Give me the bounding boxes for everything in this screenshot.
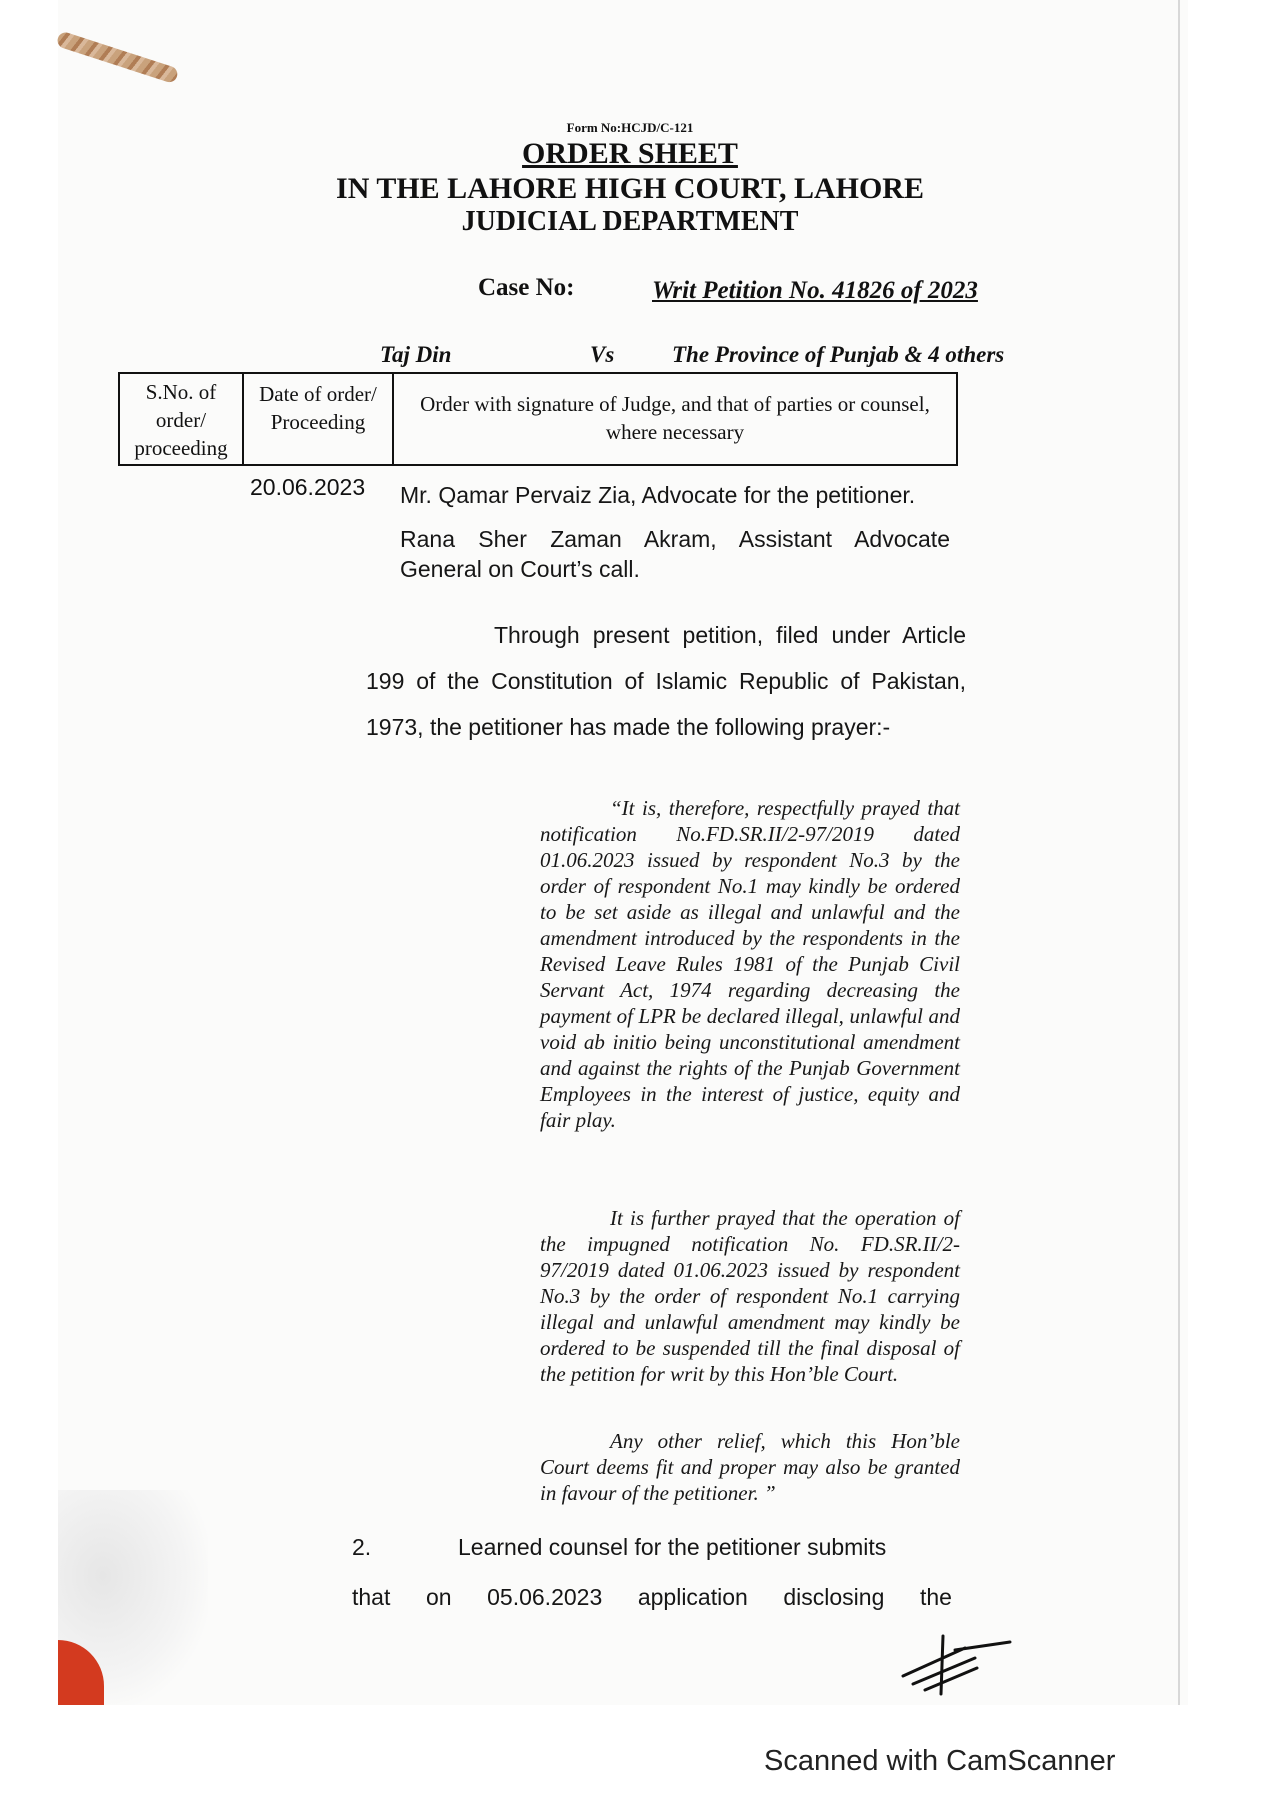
order-date: 20.06.2023 [250,474,366,500]
department-name: JUDICIAL DEPARTMENT [461,206,799,237]
word: that [352,1584,391,1610]
word: disclosing [783,1584,885,1610]
case-number: Writ Petition No. 41826 of 2023 [652,277,978,304]
scanner-watermark: Scanned with CamScanner [764,1745,1116,1777]
prayer-1-text: “It is, therefore, respectfully prayed that notification No.FD.SR.II/2-97/2019 dated 01.06.2023 issued by respondent No.3 by the order of respondent No.1 may kindly be ordered to be set aside as illegal and unlawful and the amendment introduced by the respondents in the Revised Leave Rules 1981 of the Punjab Civil Servant Act, 1974 regarding decreasing the payment of LPR be declared illegal, unlawful and void ab initio being unconstitutional amendment and against the rights of the Punjab Government Employees in the interest of justice, equity and fair play. [540,796,960,1132]
appearance-state: Rana Sher Zaman Akram, Assistant Advocate General on Court’s call. [400,526,950,582]
prayer-2-text: It is further prayed that the operation of the impugned notification No. FD.SR.II/2-97/2019 dated 01.06.2023 issued by respondent No.3 by the order of respondent No.1 carrying illegal and unlawful amendment may kindly be ordered to be suspended till the final disposal of the petition for writ by this Hon’ble Court. [540,1206,960,1386]
paragraph-2 [352,1522,952,1622]
form-number: Form No:HCJD/C-121 [566,120,694,135]
paragraph-1 [366,612,966,750]
paragraph-1-text: Through present petition, filed under Article 199 of the Constitution of Islamic Republic of Pakistan, 1973, the petitioner has made the following prayer:- [366,622,966,740]
versus-label: Vs [590,342,615,367]
judge-signature [895,1628,1015,1698]
word: 05.06.2023 [487,1584,603,1610]
paper-edge [1178,0,1180,1705]
word: application [637,1584,748,1610]
header-order: Order with signature of Judge, and that of parties or counsel, where necessary [420,392,930,444]
paragraph-2-number: 2. [352,1534,372,1560]
court-name: IN THE LAHORE HIGH COURT, LAHORE [336,172,924,205]
prayer-3-text: Any other relief, which this Hon’ble Court deems fit and proper may also be granted in favour of the petitioner. ” [540,1429,960,1505]
paragraph-2-line-2 [352,1572,952,1622]
appearance-petitioner: Mr. Qamar Pervaiz Zia, Advocate for the petitioner. [400,482,916,508]
prayer-clause-2 [540,1205,960,1387]
word: the [919,1584,952,1610]
respondent-name: The Province of Punjab & 4 others [672,342,1005,367]
case-label: Case No: [478,274,575,301]
order-table-header [118,372,958,466]
prayer-clause-3 [540,1428,960,1506]
header-date: Date of order/ Proceeding [244,374,394,464]
petitioner-name: Taj Din [380,342,452,367]
prayer-clause-1 [540,795,960,1133]
word: on [425,1584,452,1610]
page-title: ORDER SHEET [522,137,738,170]
paragraph-2-line-1: Learned counsel for the petitioner submits [458,1534,887,1560]
header-serial-no: S.No. of order/ proceeding [120,374,244,464]
